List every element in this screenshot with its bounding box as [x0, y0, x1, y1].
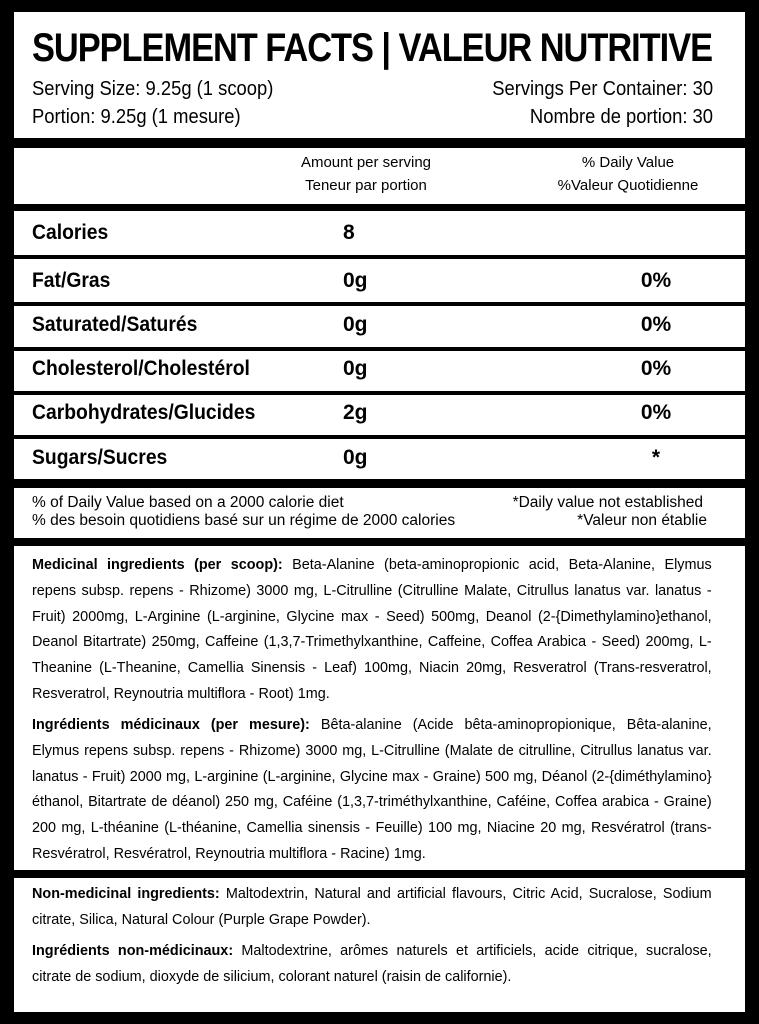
nutrient-row-sugars — [14, 436, 745, 480]
nutrient-name: Calories — [32, 221, 109, 244]
nutrient-row-saturated — [14, 303, 745, 347]
ingredient-text: Maltodextrine, arômes naturels et artificiels, acide citrique, sucralose, citrate de sodium, dioxyde de silicium, colorant naturel (raisin de californie). — [32, 942, 712, 985]
thick-divider — [14, 138, 745, 148]
ingredient-text: Beta-Alanine (beta-aminopropionic acid, Beta-Alanine, Elymus repens subsp. repens - Rhizome) 3000 mg, L-Citrulline (Citrulline Malate, Citrullus lanatus var. lanatus - Fruit) 2000mg, L-Arginine (L-arginine, Glycine max - Seed) 500mg, Deanol (2-{Dimethylamino}ethanol, Deanol Bitartrate) 250mg, Caffeine (1,3,7-Trimethylxanthine, Caffeine, Coffea Arabica - Seed) 200mg, L-Theanine (L-Theanine, Camellia Sinensis - Leaf) 100mg, Niacin 20mg, Resveratrol (Trans-resveratrol, Resveratrol, Reynoutria multiflora - Root) 1mg. — [32, 556, 712, 702]
medicinal-ingredients-en — [32, 552, 712, 707]
not-established-fr: *Valeur non établie — [577, 512, 707, 529]
section-heading: Non-medicinal ingredients: — [32, 885, 220, 902]
divider — [14, 204, 745, 211]
nutrient-name: Fat/Gras — [32, 269, 111, 292]
daily-value-column-header — [534, 151, 722, 197]
nutrient-row-cholesterol — [14, 347, 745, 391]
nutrient-row-carbohydrates — [14, 391, 745, 435]
nutrient-row-calories — [14, 211, 745, 255]
supplement-facts-label — [14, 12, 745, 1012]
amount-column-header — [278, 151, 454, 197]
section-heading: Ingrédients médicinaux (per mesure): — [32, 716, 310, 733]
serving-size-en: Serving Size: 9.25g (1 scoop) — [32, 78, 274, 100]
serving-size-fr: Portion: 9.25g (1 mesure) — [32, 106, 241, 128]
nutrient-amount: 0g — [343, 357, 368, 380]
amount-header-fr: Teneur par portion — [305, 177, 427, 194]
section-heading: Medicinal ingredients (per scoop): — [32, 556, 283, 573]
section-heading: Ingrédients non-médicinaux: — [32, 942, 234, 959]
nutrient-daily-value: 0% — [640, 313, 672, 336]
daily-value-basis-en: % of Daily Value based on a 2000 calorie diet — [32, 494, 344, 511]
non-medicinal-ingredients-fr — [32, 938, 712, 990]
not-established-en: *Daily value not established — [512, 494, 703, 511]
thick-divider — [14, 870, 745, 878]
nutrient-row-fat — [14, 259, 745, 303]
nutrient-amount: 0g — [343, 313, 368, 336]
amount-header-en: Amount per serving — [300, 154, 432, 171]
nutrient-daily-value: 0% — [640, 357, 672, 380]
nutrient-amount: 8 — [343, 221, 355, 244]
nutrient-name: Cholesterol/Cholestérol — [32, 357, 250, 380]
nutrient-name: Carbohydrates/Glucides — [32, 401, 256, 424]
nutrient-name: Saturated/Saturés — [32, 313, 198, 336]
dv-header-en: % Daily Value — [581, 154, 675, 171]
servings-per-container-fr: Nombre de portion: 30 — [529, 106, 713, 128]
nutrient-daily-value: * — [651, 446, 661, 469]
dv-header-fr: %Valeur Quotidienne — [557, 177, 699, 194]
medicinal-ingredients-fr — [32, 712, 712, 867]
nutrient-amount: 2g — [343, 401, 368, 424]
nutrient-amount: 0g — [343, 269, 368, 292]
nutrient-name: Sugars/Sucres — [32, 446, 168, 469]
thick-divider — [14, 479, 745, 488]
non-medicinal-ingredients-en — [32, 881, 712, 933]
nutrient-daily-value: 0% — [640, 269, 672, 292]
nutrient-daily-value: 0% — [640, 401, 672, 424]
label-title: SUPPLEMENT FACTS | VALEUR NUTRITIVE — [32, 26, 713, 70]
daily-value-basis-fr: % des besoin quotidiens basé sur un régime de 2000 calories — [32, 512, 456, 529]
ingredient-text: Bêta-alanine (Acide bêta-aminopropionique, Bêta-alanine, Elymus repens subsp. repens - Rhizome) 3000 mg, L-Citrulline (Malate de citrulline, Citrullus lanatus var. lanatus - Fruit) 2000 mg, L-arginine (L-arginine, Glycine max - Graine) 500 mg, Déanol (2-{diméthylamino} éthanol, Bitartrate de déanol) 250 mg, Caféine (1,3,7-triméthylxanthine, Caféine, Coffea arabica - Graine) 200 mg, L-théanine (L-théanine, Camellia sinensis - Feuille) 100 mg, Niacine 20 mg, Resvératrol (trans-Resvératrol, Resvératrol, Reynoutria multiflora - Racine) 1mg. — [32, 716, 712, 862]
nutrient-amount: 0g — [343, 446, 368, 469]
thick-divider — [14, 538, 745, 546]
ingredient-text: Maltodextrin, Natural and artificial flavours, Citric Acid, Sucralose, Sodium citrate, Silica, Natural Colour (Purple Grape Powder). — [32, 885, 712, 928]
servings-per-container-en: Servings Per Container: 30 — [492, 78, 713, 100]
